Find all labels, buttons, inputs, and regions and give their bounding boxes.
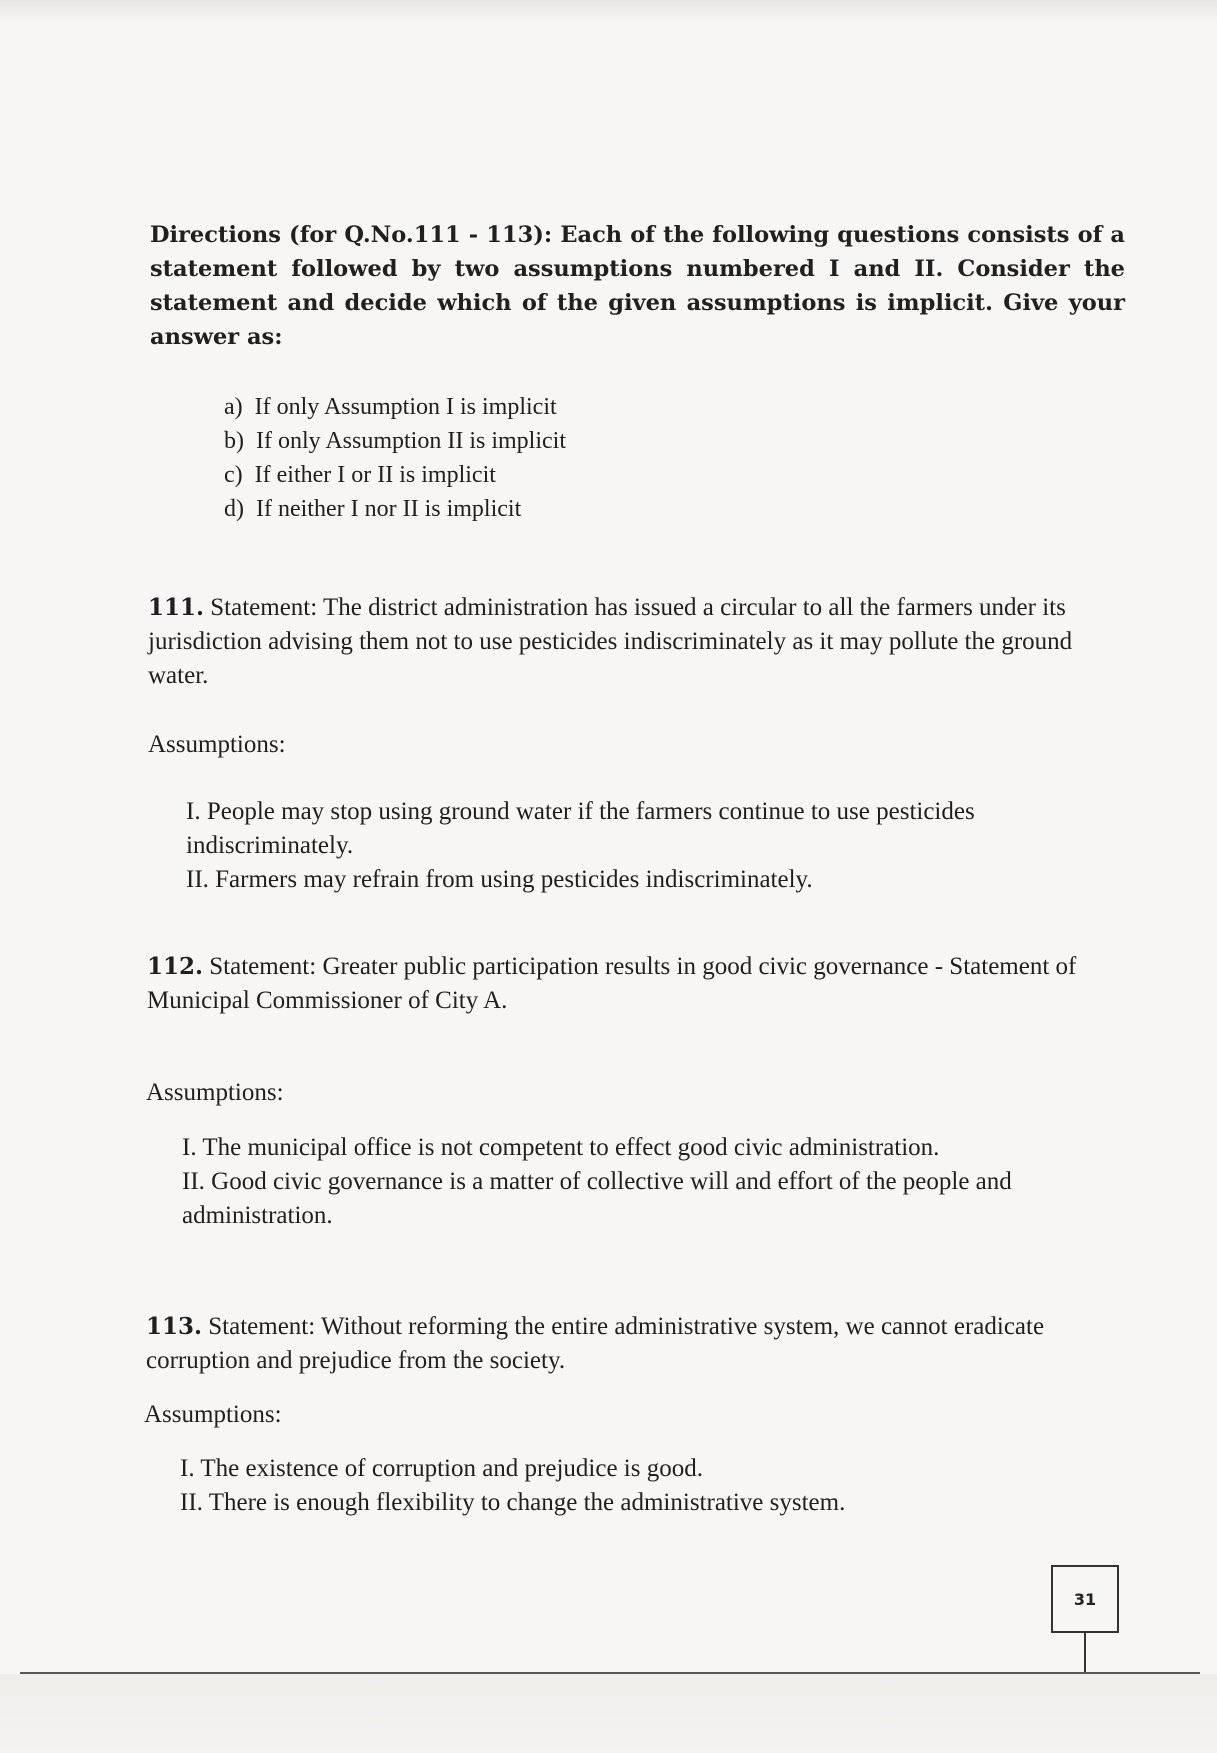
question-number: 113. <box>146 1313 203 1340</box>
option-c: c) If either I or II is implicit <box>224 462 496 488</box>
question-112 <box>147 950 1132 1018</box>
page-number: 31 <box>1051 1565 1119 1633</box>
question-statement: Statement: The district administration has issued a circular to all the farmers under its jurisdiction advising them not to use pesticides indiscriminately as it may pollute the ground water. <box>148 594 1073 689</box>
option-a: a) If only Assumption I is implicit <box>224 394 557 420</box>
assumptions-label: Assumptions: <box>148 731 286 758</box>
scan-bottom-band <box>0 1674 1217 1753</box>
assumption-ii: II. There is enough flexibility to change the administrative system. <box>180 1489 846 1516</box>
assumptions-list <box>186 795 1146 897</box>
option-d: d) If neither I nor II is implicit <box>224 496 522 522</box>
scan-top-edge <box>0 0 1217 22</box>
assumption-i: I. The municipal office is not competent to effect good civic administration. <box>182 1134 940 1161</box>
page-number-stem <box>1084 1633 1086 1673</box>
assumptions-list <box>182 1131 1122 1233</box>
assumptions-list <box>180 1452 1140 1520</box>
question-number: 111. <box>148 594 205 621</box>
assumption-ii: II. Farmers may refrain from using pesticides indiscriminately. <box>186 866 813 893</box>
directions-text: Directions (for Q.No.111 - 113): Each of the following questions consists of a statement followed by two assumptions numbered I and II. Consider the statement and decide which of the given assumptions is implicit. Give your answer as: <box>150 222 1125 350</box>
question-statement: Statement: Without reforming the entire administrative system, we cannot eradicate corruption and prejudice from the society. <box>146 1313 1045 1374</box>
assumption-i: I. People may stop using ground water if the farmers continue to use pesticides indiscriminately. <box>186 798 975 859</box>
assumption-i: I. The existence of corruption and prejudice is good. <box>180 1455 703 1482</box>
question-number: 112. <box>147 953 204 980</box>
option-b: b) If only Assumption II is implicit <box>224 428 566 454</box>
question-111 <box>148 591 1133 693</box>
assumptions-label: Assumptions: <box>146 1079 284 1106</box>
assumption-ii: II. Good civic governance is a matter of collective will and effort of the people and administration. <box>182 1168 1012 1229</box>
question-113 <box>146 1310 1131 1378</box>
answer-options <box>224 390 824 526</box>
assumptions-label: Assumptions: <box>144 1401 282 1428</box>
question-statement: Statement: Greater public participation results in good civic governance - Statement of Municipal Commissioner of City A. <box>147 953 1077 1014</box>
